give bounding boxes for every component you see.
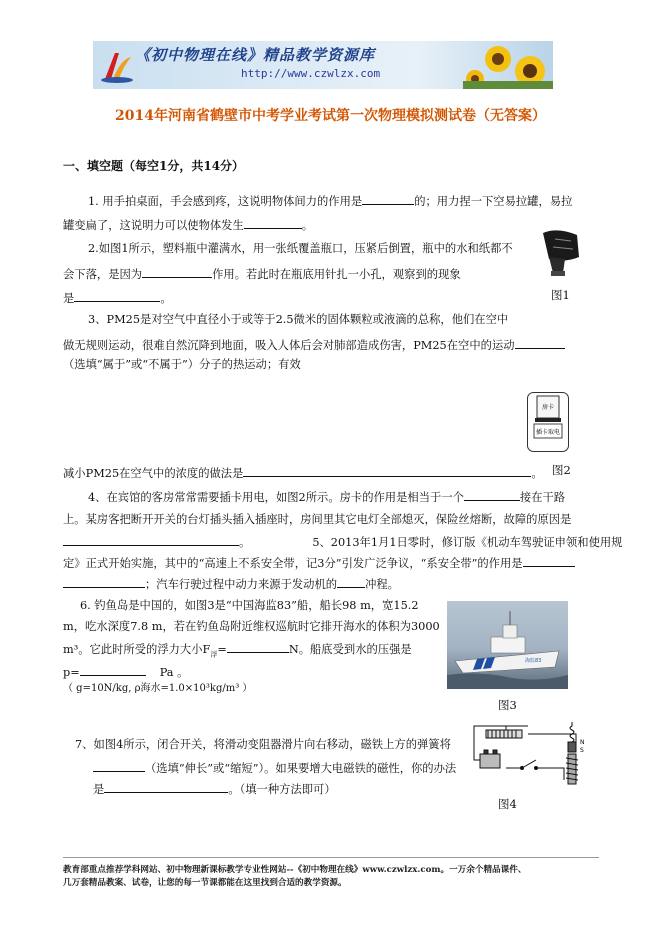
- figure3-ship-photo: [447, 601, 568, 689]
- q4-text-b: 接在干路: [519, 491, 566, 504]
- q2-text-d: 。: [160, 292, 172, 305]
- q5-text-c: ；汽车行驶过程中动力来源于发动机的: [145, 578, 338, 591]
- q6-text-e: Pa 。: [159, 666, 189, 679]
- footer-divider: [63, 857, 599, 858]
- figure2-caption: 图2: [552, 463, 571, 477]
- figure4-caption: 图4: [498, 797, 517, 811]
- q2-text-a: 会下落，是因为: [63, 268, 143, 281]
- q1-line2: [63, 217, 313, 233]
- q5-blank-2[interactable]: [63, 576, 145, 588]
- q7-line3: [93, 781, 336, 797]
- q4-text-c: 。: [239, 536, 251, 549]
- document-title: 2014年河南省鹤壁市中考学业考试第一次物理模拟测试卷（无答案）: [115, 108, 546, 124]
- q2-line3: [63, 290, 172, 306]
- q1-text-d: 。: [301, 219, 314, 232]
- footer-line1: 教育部重点推荐学科网站、初中物理新课标教学专业性网站--《初中物理在线》www.czwlzx.com。一万余个精品课件、: [63, 865, 527, 875]
- q7-blank-1[interactable]: [93, 760, 145, 772]
- q2-blank-2[interactable]: [74, 290, 160, 302]
- q3-blank-2[interactable]: [243, 465, 531, 477]
- q5-blank-3[interactable]: [337, 576, 365, 588]
- q5-text-a: 5、2013年1月1日零时，修订版《机动车驾驶证申领和使用规: [312, 536, 623, 549]
- figure3-ship-label: 海监83: [525, 658, 542, 664]
- figure4-pole-n: N: [580, 739, 585, 746]
- q3-blank-1[interactable]: [515, 337, 565, 349]
- q7-text-c: 。（填一种方法即可）: [228, 783, 336, 796]
- q5-blank-1[interactable]: [523, 555, 575, 567]
- section-heading: 一、填空题（每空1分，共14分）: [63, 159, 245, 173]
- q6-line5: （ g=10N/kg, ρ海水=1.0×10³kg/m³ ）: [63, 683, 253, 694]
- q7-blank-2[interactable]: [104, 781, 228, 793]
- q2-line2: [63, 266, 461, 282]
- q4-line1: [88, 489, 565, 505]
- q6-text-b: =: [217, 643, 227, 656]
- q6-text-c: N。船底受到水的压强是: [288, 643, 412, 656]
- q3-line2: [63, 337, 565, 353]
- q3-text-b: 减小PM25在空气中的浓度的做法是: [63, 467, 244, 480]
- q6-blank-1[interactable]: [227, 641, 289, 653]
- q6-text-a: m³。它此时所受的浮力大小F: [63, 643, 211, 656]
- figure4-pole-s: S: [580, 747, 584, 754]
- q1-text-c: 罐变扁了，这说明力可以使物体发生: [63, 219, 244, 232]
- q6-line2: m，吃水深度7.8 m，若在钓鱼岛附近维权巡航时它排开海水的体积为3000: [63, 620, 440, 633]
- q5-line3: [63, 576, 399, 592]
- q7-text-b: 是: [93, 783, 105, 796]
- figure1-inverted-bottle-image: [535, 227, 583, 279]
- q1-blank-2[interactable]: [244, 217, 302, 229]
- q7-text-a: （选填“伸长”或“缩短”）。如果要增大电磁铁的磁性，你的办法: [145, 762, 457, 775]
- q4-line2: 上。某房客把断开开关的台灯插头插入插座时，房间里其它电灯全部熄灭，保险丝熔断，故障的原因是: [63, 513, 572, 526]
- q4-blank-1[interactable]: [464, 489, 520, 501]
- figure2-room-card-slot-image: [527, 392, 569, 452]
- q2-text-c: 是: [63, 292, 75, 305]
- q3-line4: [63, 465, 543, 481]
- site-logo-icon: [97, 45, 137, 85]
- q4-blank-2[interactable]: [63, 534, 239, 546]
- q1-blank-1[interactable]: [362, 193, 414, 205]
- q7-line2: [93, 760, 456, 776]
- q2-line1: 2.如图1所示，塑料瓶中灌满水，用一张纸覆盖瓶口，压紧后倒置，瓶中的水和纸都不: [88, 242, 513, 255]
- figure2-slot-label: 插卡取电: [535, 429, 561, 436]
- footer-line2: 几万套精品教案、试卷，让您的每一节课都能在这里找到合适的教学资源。: [63, 878, 347, 888]
- q6-line4: [63, 664, 188, 680]
- q1-text-a: 1. 用手拍桌面，手会感到疼，这说明物体间力的作用是: [88, 195, 363, 208]
- header-banner: [93, 41, 553, 89]
- figure2-card-label: 房卡: [541, 404, 555, 411]
- q4-line3: [63, 534, 622, 550]
- q5-line2: [63, 555, 575, 571]
- q6-blank-2[interactable]: [80, 664, 146, 676]
- q3-text-c: 。: [531, 467, 543, 480]
- q6-line3: [63, 641, 412, 661]
- q6-line1: 6. 钓鱼岛是中国的，如图3是“中国海监83”船，船长98 m，宽15.2: [80, 599, 419, 612]
- q3-text-a: 做无规则运动，很难自然沉降到地面，吸入人体后会对肺部造成伤害，PM25在空中的运动: [63, 339, 515, 352]
- q2-text-b: 作用。若此时在瓶底用针扎一小孔，观察到的现象: [212, 268, 461, 281]
- q2-blank-1[interactable]: [142, 266, 212, 278]
- banner-title: 《初中物理在线》精品教学资源库: [135, 46, 376, 64]
- q7-line1: 7、如图4所示，闭合开关，将滑动变阻器滑片向右移动，磁铁上方的弹簧将: [75, 738, 451, 751]
- q1-line1: [88, 193, 572, 209]
- q3-line1: 3、PM25是对空气中直径小于或等于2.5微米的固体颗粒或液滴的总称，他们在空中: [88, 313, 509, 326]
- q4-text-a: 4、在宾馆的客房常常需要插卡用电，如图2所示。房卡的作用是相当于一个: [88, 491, 464, 504]
- q6-text-d: p=: [63, 666, 80, 679]
- q6-subscript: 浮: [210, 650, 218, 659]
- banner-url: http://www.czwlzx.com: [241, 67, 381, 80]
- q3-line3: （选填“属于”或“不属于”）分子的热运动；有效: [63, 358, 301, 371]
- q5-text-b: 定》正式开始实施，其中的“高速上不系安全带，记3分”引发广泛争议，“系安全带”的作用是: [63, 557, 523, 570]
- figure4-electromagnet-circuit-diagram: [466, 720, 590, 790]
- figure3-caption: 图3: [498, 698, 517, 712]
- q1-text-b: 的；用力捏一下空易拉罐，易拉: [414, 195, 573, 208]
- figure1-caption: 图1: [551, 288, 570, 302]
- q5-text-d: 冲程。: [365, 578, 399, 591]
